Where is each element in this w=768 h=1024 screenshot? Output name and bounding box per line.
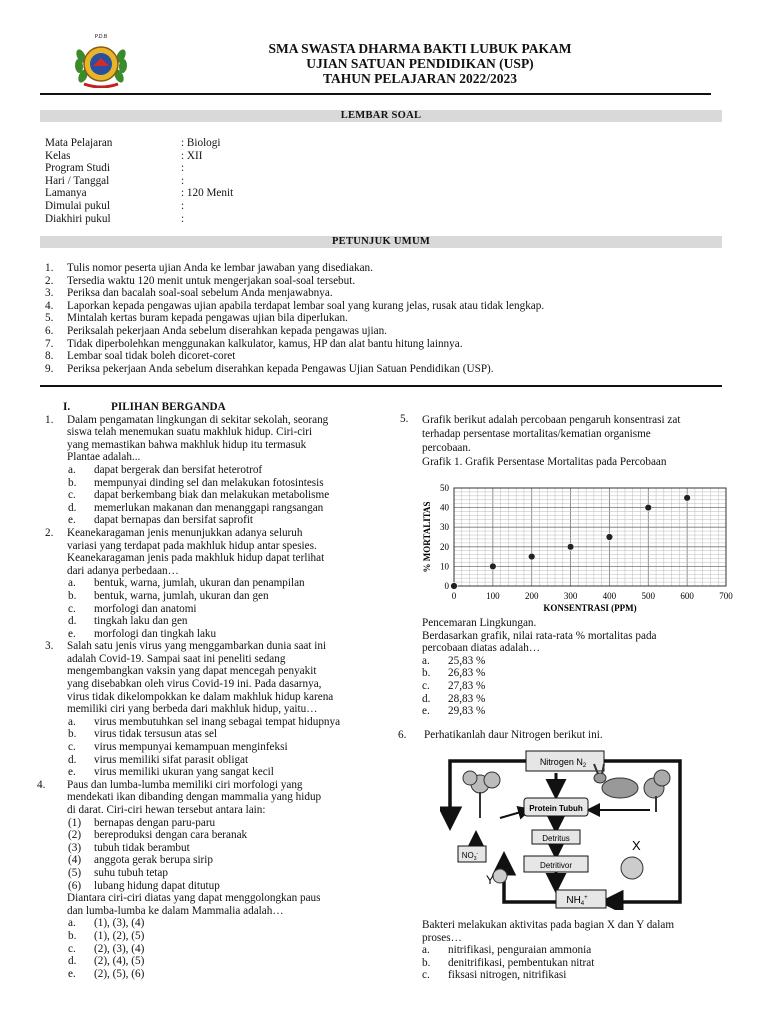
stem-line: yang disebabkan oleh virus Covid-19 ini. Pada dasarnya,: [67, 678, 322, 691]
y-tick-label: 50: [440, 483, 449, 493]
exam-identity: [45, 137, 233, 225]
feature-number: (2): [68, 829, 82, 842]
answer-option[interactable]: [45, 943, 367, 956]
option-text: bentuk, warna, jumlah, ukuran dan gen: [94, 589, 269, 602]
answer-option[interactable]: [45, 615, 367, 628]
identity-value: : 120 Menit: [181, 187, 234, 200]
option-letter: c.: [422, 969, 430, 982]
answer-option[interactable]: [45, 603, 367, 616]
question-number: 5.: [400, 413, 409, 425]
answer-option[interactable]: [422, 693, 718, 706]
question-number: 3.: [45, 640, 54, 653]
identity-label: Program Studi: [45, 162, 110, 175]
identity-label: Hari / Tanggal: [45, 174, 110, 187]
option-letter: a.: [422, 654, 430, 667]
identity-value: :: [181, 212, 185, 225]
stem-line: yang memastikan bahwa makhluk hidup itu termasuk: [67, 438, 307, 451]
plot-frame: [454, 488, 726, 586]
option-letter: e.: [68, 627, 76, 640]
data-point: [528, 553, 535, 560]
answer-option[interactable]: [45, 955, 367, 968]
identity-row: [45, 200, 233, 213]
y-tick-label: 30: [440, 522, 449, 533]
question-stem: [67, 779, 367, 817]
option-letter: a.: [68, 917, 76, 930]
identity-value: : XII: [181, 149, 203, 162]
option-letter: c.: [68, 942, 76, 955]
option-text: (1), (2), (5): [94, 929, 145, 942]
feature-number: (5): [68, 866, 82, 879]
question-1: [45, 414, 367, 464]
identity-row: [45, 137, 233, 150]
stem-line: Salah satu jenis virus yang menggambarkan dunia saat ini: [67, 640, 327, 653]
option-text: dapat berkembang biak dan melakukan metabolisme: [94, 489, 330, 502]
option-text: virus mempunyai kemampuan menginfeksi: [94, 741, 288, 754]
question-4: [37, 779, 367, 817]
y-tick-label: 0: [444, 581, 449, 591]
instruction-item: [45, 262, 725, 275]
y-tick-label: 20: [440, 541, 449, 552]
feature-text: lubang hidung dapat ditutup: [94, 879, 220, 892]
instruction-number: 1.: [45, 262, 54, 274]
feature-text: tubuh tidak berambut: [94, 841, 190, 854]
x-tick-label: 700: [719, 591, 733, 601]
option-text: memerlukan makanan dan menanggapi rangsangan: [94, 501, 324, 514]
identity-value: :: [181, 174, 185, 187]
x-tick-label: 600: [680, 591, 694, 601]
data-point: [684, 494, 691, 501]
stem-line: Grafik berikut adalah percobaan pengaruh konsentrasi zat: [422, 414, 681, 426]
instructions-list: [45, 262, 725, 375]
answer-option[interactable]: [45, 464, 367, 477]
question-number: 1.: [45, 413, 54, 426]
feature-text: anggota gerak berupa sirip: [94, 854, 213, 867]
answer-option[interactable]: [45, 728, 367, 741]
identity-row: [45, 150, 233, 163]
detritus-label: Detritus: [542, 834, 570, 843]
option-letter: e.: [68, 967, 76, 980]
option-letter: a.: [68, 715, 76, 728]
option-text: 25,83 %: [448, 654, 486, 667]
option-letter: c.: [68, 489, 76, 502]
stem-line: Plantae adalah...: [67, 451, 141, 464]
instruction-number: 2.: [45, 274, 54, 287]
stem-line: mendekati ikan dibanding dengan mammalia yang hidup: [67, 791, 322, 804]
instruction-item: [45, 350, 725, 363]
instruction-text: Lembar soal tidak boleh dicoret-coret: [67, 350, 236, 363]
answer-option[interactable]: [45, 917, 367, 930]
label-x: X: [632, 838, 641, 853]
option-text: nitrifikasi, penguraian ammonia: [448, 944, 592, 957]
answer-option[interactable]: [45, 502, 367, 515]
data-point: [451, 583, 458, 590]
answer-option[interactable]: [422, 944, 718, 957]
option-letter: b.: [68, 476, 77, 489]
instruction-number: 9.: [45, 362, 54, 375]
option-text: tingkah laku dan gen: [94, 615, 188, 628]
instructions-divider: [40, 385, 722, 387]
identity-row: [45, 175, 233, 188]
stem-line: siswa telah menemukan suatu makhluk hidup. Ciri-ciri: [67, 426, 313, 439]
question-3: [45, 640, 367, 716]
answer-option[interactable]: [45, 716, 367, 729]
identity-label: Kelas: [45, 149, 71, 162]
y-tick-label: 40: [440, 502, 449, 513]
question-5: [400, 413, 718, 469]
instruction-item: [45, 300, 725, 313]
option-text: 28,83 %: [448, 692, 486, 705]
school-name: SMA SWASTA DHARMA BAKTI LUBUK PAKAM: [268, 41, 572, 56]
x-axis-label: KONSENTRASI (PPM): [543, 603, 637, 613]
identity-label: Mata Pelajaran: [45, 137, 113, 149]
instructions-title: PETUNJUK UMUM: [40, 236, 722, 248]
feature-text: bereproduksi dengan cara beranak: [94, 829, 248, 842]
identity-value: :: [181, 199, 185, 212]
followup-line: Diantara ciri-ciri diatas yang dapat menggolongkan paus: [67, 892, 321, 905]
answer-option[interactable]: [45, 590, 367, 603]
question-stem: [422, 413, 718, 469]
stem-line: variasi yang terdapat pada makhluk hidup antar spesies.: [67, 539, 317, 552]
option-text: morfologi dan anatomi: [94, 602, 197, 615]
feature-item: [45, 817, 367, 830]
instruction-text: Mintalah kertas buram kepada pengawas ujian bila diperlukan.: [67, 312, 348, 325]
option-letter: d.: [422, 692, 431, 705]
label-y: Y: [486, 873, 495, 887]
school-logo: [72, 36, 130, 88]
x-tick-label: 400: [602, 591, 617, 601]
feature-text: bernapas dengan paru-paru: [94, 816, 216, 829]
option-text: 29,83 %: [448, 705, 486, 718]
feature-number: (6): [68, 879, 82, 892]
stem-line: Keanekaragaman jenis pada makhluk hidup dapat terlihat: [67, 552, 325, 565]
question-number: 6.: [398, 729, 407, 741]
question-text: Bakteri melakukan aktivitas pada bagian X dan Y dalam: [422, 919, 675, 931]
question-stem: [67, 640, 367, 716]
option-letter: e.: [68, 514, 76, 527]
question-6-continued: [422, 919, 718, 982]
question-2: [45, 527, 367, 577]
answer-option[interactable]: [45, 477, 367, 490]
sheet-title: LEMBAR SOAL: [40, 110, 722, 122]
stem-line: percobaan.: [422, 442, 471, 454]
figure-caption: Grafik 1. Grafik Persentase Mortalitas pada Percobaan: [422, 456, 667, 468]
stem-line: adalah Covid-19. Sampai saat ini peneliti sedang: [67, 652, 286, 665]
data-point: [567, 543, 574, 550]
option-text: (2), (3), (4): [94, 942, 145, 955]
option-text: dapat bernapas dan bersifat saprofit: [94, 514, 254, 527]
option-letter: d.: [68, 955, 77, 968]
ammonium-label: $NH_4^+$: [566, 895, 588, 907]
instruction-item: [45, 312, 725, 325]
identity-value: :: [181, 162, 185, 175]
answer-option[interactable]: [422, 705, 718, 718]
question-stem: [67, 527, 367, 577]
answer-option[interactable]: [45, 577, 367, 590]
option-letter: a.: [422, 944, 430, 957]
instruction-text: Tersedia waktu 120 menit untuk mengerjakan soal-soal tersebut.: [67, 274, 356, 287]
figure-caption: Pencemaran Lingkungan.: [422, 617, 537, 629]
option-text: denitrifikasi, pembentukan nitrat: [448, 956, 595, 969]
option-letter: b.: [68, 929, 77, 942]
instruction-number: 4.: [45, 299, 54, 312]
logo-text: P.D.B: [94, 34, 108, 40]
instruction-text: Periksa dan bacalah soal-soal sebelum Anda menjawabnya.: [67, 287, 333, 300]
data-point: [489, 563, 496, 570]
identity-value: : Biologi: [181, 137, 221, 149]
detritivor-label: Detritivor: [539, 861, 573, 870]
option-letter: b.: [68, 728, 77, 741]
option-text: bentuk, warna, jumlah, ukuran dan penampilan: [94, 577, 305, 590]
option-text: (2), (4), (5): [94, 955, 145, 968]
option-letter: b.: [68, 589, 77, 602]
instruction-item: [45, 338, 725, 351]
question-text: proses…: [422, 931, 462, 944]
section-title: PILIHAN BERGANDA: [111, 401, 226, 413]
nitrogen-cycle-diagram: [440, 748, 692, 910]
school-logo-emblem-icon: [72, 36, 130, 88]
x-tick-label: 100: [486, 591, 500, 601]
option-text: virus memiliki ukuran yang sangat kecil: [94, 766, 274, 779]
question-text: percobaan diatas adalah…: [422, 642, 541, 655]
identity-label: Lamanya: [45, 187, 87, 200]
answer-option[interactable]: [45, 741, 367, 754]
option-text: virus tidak tersusun atas sel: [94, 728, 218, 741]
answer-option[interactable]: [45, 514, 367, 527]
option-letter: c.: [68, 741, 76, 754]
section-heading: [45, 401, 367, 414]
instruction-text: Periksa pekerjaan Anda sebelum diserahkan kepada Pengawas Ujian Satuan Pendidikan (USP).: [67, 362, 494, 375]
identity-row: [45, 162, 233, 175]
instruction-number: 8.: [45, 350, 54, 363]
exam-title: UJIAN SATUAN PENDIDIKAN (USP): [306, 56, 534, 71]
option-letter: c.: [68, 602, 76, 615]
feature-number: (3): [68, 841, 82, 854]
left-column: [37, 401, 367, 980]
identity-label: Diakhiri pukul: [45, 212, 111, 225]
option-text: virus membutuhkan sel inang sebagai tempat hidupnya: [94, 715, 341, 728]
stem-line: virus tidak dikelompokkan ke dalam makhluk hidup karena: [67, 690, 334, 703]
followup-line: dan lumba-lumba ke dalam Mammalia adalah…: [67, 904, 284, 917]
stem-line: Keanekaragaman jenis menunjukkan adanya seluruh: [67, 526, 303, 539]
answer-option[interactable]: [422, 667, 718, 680]
y-axis-label: % MORTALITAS: [422, 501, 432, 573]
question-text: Berdasarkan grafik, nilai rata-rata % mortalitas pada: [422, 629, 657, 642]
instruction-text: Periksalah pekerjaan Anda sebelum diserahkan kepada pengawas ujian.: [67, 324, 387, 337]
option-text: virus memiliki sifat parasit obligat: [94, 753, 249, 766]
question-6: [398, 729, 718, 742]
instruction-item: [45, 363, 725, 376]
stem-line: memiliki ciri yang berbeda dari makhluk hidup, yaitu…: [67, 703, 318, 716]
x-tick-label: 500: [641, 591, 656, 601]
answer-option[interactable]: [422, 680, 718, 693]
stem-line: Paus dan lumba-lumba memiliki ciri morfologi yang: [67, 778, 303, 791]
x-tick-label: 0: [451, 591, 457, 601]
identity-row: [45, 187, 233, 200]
option-text: (2), (5), (6): [94, 967, 145, 980]
feature-item: [45, 854, 367, 867]
instruction-text: Tulis nomor peserta ujian Anda ke lembar jawaban yang disediakan.: [67, 262, 373, 274]
answer-option[interactable]: [422, 655, 718, 668]
option-letter: e.: [68, 766, 76, 779]
data-point: [606, 534, 613, 541]
identity-label: Dimulai pukul: [45, 199, 110, 212]
option-text: morfologi dan tingkah laku: [94, 627, 217, 640]
option-letter: b.: [422, 956, 431, 969]
instruction-item: [45, 287, 725, 300]
answer-option[interactable]: [45, 968, 367, 981]
option-text: fiksasi nitrogen, nitrifikasi: [448, 969, 567, 982]
x-tick-label: 300: [563, 591, 578, 601]
option-text: dapat bergerak dan bersifat heterotrof: [94, 463, 263, 476]
answer-option[interactable]: [45, 628, 367, 641]
answer-option[interactable]: [45, 489, 367, 502]
feature-number: (4): [68, 854, 82, 867]
answer-option[interactable]: [422, 969, 718, 982]
instruction-text: Tidak diperbolehkan menggunakan kalkulator, kamus, HP dan alat bantu hitung lainnya.: [67, 337, 463, 350]
question-text: Perhatikanlah daur Nitrogen berikut ini.: [424, 729, 603, 741]
instruction-item: [45, 275, 725, 288]
stem-line: dari adanya perbedaan…: [67, 564, 179, 577]
instruction-item: [45, 325, 725, 338]
header-divider: [40, 93, 711, 95]
option-text: 27,83 %: [448, 679, 486, 692]
academic-year: TAHUN PELAJARAN 2022/2023: [322, 71, 517, 86]
stem-line: terhadap persentase mortalitas/kematian organisme: [422, 428, 651, 440]
instruction-number: 7.: [45, 337, 54, 350]
mortality-chart: [418, 480, 760, 620]
y-tick-label: 10: [440, 561, 449, 572]
data-point: [645, 504, 652, 511]
stem-line: di darat. Ciri-ciri hewan tersebut antara lain:: [67, 804, 266, 816]
feature-number: (1): [68, 816, 82, 829]
x-tick-label: 200: [524, 591, 539, 601]
nitrate-label: $NO_3^-$: [461, 851, 479, 862]
protein-label: Protein Tubuh: [529, 804, 583, 813]
option-letter: d.: [68, 615, 77, 628]
question-5-continued: [422, 617, 718, 718]
option-letter: d.: [68, 501, 77, 514]
answer-option[interactable]: [45, 754, 367, 767]
option-letter: d.: [68, 753, 77, 766]
option-letter: e.: [422, 705, 430, 718]
option-text: 26,83 %: [448, 667, 486, 680]
feature-item: [45, 867, 367, 880]
feature-item: [45, 880, 367, 893]
instruction-text: Laporkan kepada pengawas ujian apabila terdapat lembar soal yang kurang jelas, rusak atau tidak lengkap.: [67, 299, 545, 312]
feature-text: suhu tubuh tetap: [94, 866, 168, 879]
feature-item: [45, 829, 367, 842]
answer-option[interactable]: [422, 957, 718, 970]
option-text: mempunyai dinding sel dan melakukan fotosintesis: [94, 476, 324, 489]
question-stem: [67, 414, 367, 464]
option-letter: a.: [68, 577, 76, 590]
instruction-number: 6.: [45, 324, 54, 337]
answer-option[interactable]: [45, 930, 367, 943]
option-letter: b.: [422, 667, 431, 680]
nitrogen-label: Nitrogen $N_2$: [539, 757, 587, 769]
stem-line: Dalam pengamatan lingkungan di sekitar sekolah, seorang: [67, 413, 329, 426]
question-number: 2.: [45, 526, 54, 539]
feature-item: [45, 842, 367, 855]
option-letter: c.: [422, 679, 430, 692]
instruction-number: 5.: [45, 312, 54, 325]
option-text: (1), (3), (4): [94, 917, 145, 930]
option-letter: a.: [68, 463, 76, 476]
answer-option[interactable]: [45, 766, 367, 779]
question-followup: [45, 892, 367, 917]
identity-row: [45, 213, 233, 226]
question-number: 4.: [37, 778, 46, 791]
stem-line: mengembangkan vaksin yang dapat mencegah penyakit: [67, 665, 317, 678]
section-number: I.: [63, 401, 71, 413]
instruction-number: 3.: [45, 287, 54, 300]
